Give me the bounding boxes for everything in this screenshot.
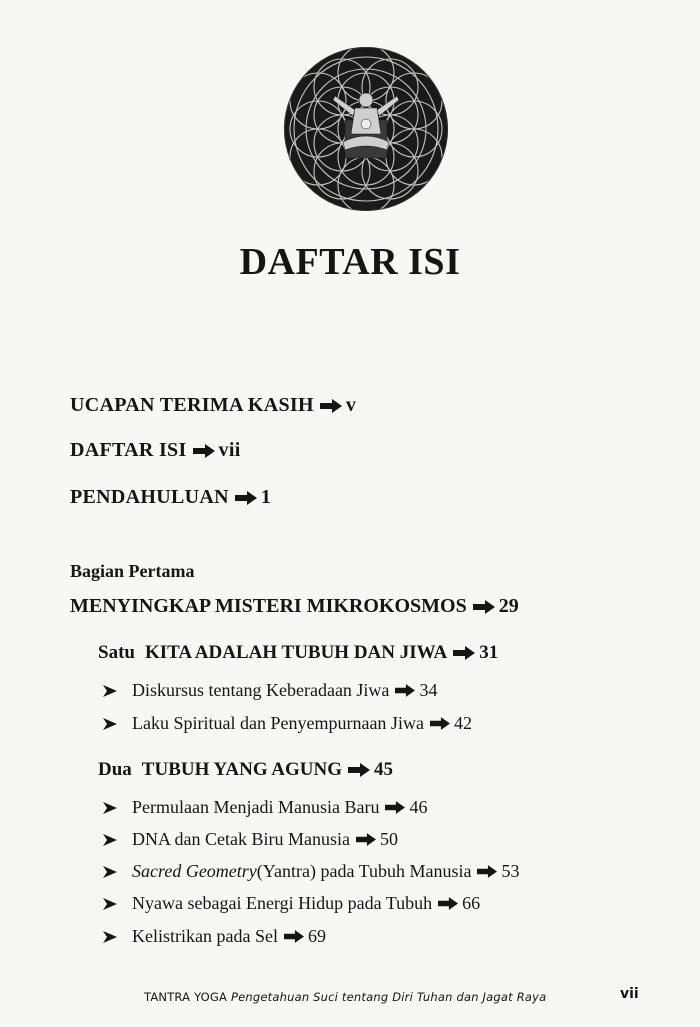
right-arrow-icon bbox=[193, 444, 215, 458]
toc-subentry[interactable] bbox=[102, 797, 427, 818]
arrowhead-bullet-icon bbox=[102, 930, 118, 944]
toc-entry-pendahuluan[interactable] bbox=[70, 486, 271, 509]
chapter-title: TUBUH YANG AGUNG bbox=[141, 759, 343, 780]
right-arrow-icon bbox=[320, 399, 342, 413]
toc-entry-part-title[interactable] bbox=[70, 595, 519, 618]
toc-entry-page: vii bbox=[218, 439, 241, 461]
arrowhead-bullet-icon bbox=[102, 833, 118, 847]
subentry-text: Laku Spiritual dan Penyempurnaan Jiwa bbox=[132, 713, 424, 733]
right-arrow-icon bbox=[385, 801, 405, 814]
right-arrow-icon bbox=[235, 491, 257, 505]
mandala-meditation-emblem bbox=[283, 46, 449, 212]
toc-entry-page: v bbox=[345, 394, 357, 416]
subentry-page: 53 bbox=[501, 861, 520, 881]
toc-entry-label: DAFTAR ISI bbox=[70, 439, 187, 461]
footer-book-title: TANTRA YOGA bbox=[144, 990, 228, 1004]
toc-subentry[interactable] bbox=[102, 893, 480, 914]
subentry-text: (Yantra) pada Tubuh Manusia bbox=[256, 861, 472, 881]
toc-subentry[interactable] bbox=[102, 861, 519, 882]
chapter-page: 45 bbox=[374, 759, 394, 780]
toc-entry-page: 1 bbox=[260, 486, 272, 508]
right-arrow-icon bbox=[438, 897, 458, 910]
subentry-page: 50 bbox=[379, 829, 398, 849]
right-arrow-icon bbox=[395, 684, 415, 697]
part-label: Bagian Pertama bbox=[70, 561, 195, 581]
subentry-text: Nyawa sebagai Energi Hidup pada Tubuh bbox=[132, 893, 433, 913]
right-arrow-icon bbox=[356, 833, 376, 846]
arrowhead-bullet-icon bbox=[102, 717, 118, 731]
toc-chapter-satu[interactable] bbox=[98, 642, 498, 664]
toc-subentry[interactable] bbox=[102, 926, 326, 947]
toc-entry-label: UCAPAN TERIMA KASIH bbox=[70, 394, 314, 416]
subentry-page: 46 bbox=[409, 797, 428, 817]
subentry-text: Diskursus tentang Keberadaan Jiwa bbox=[132, 680, 390, 700]
subentry-text: DNA dan Cetak Biru Manusia bbox=[132, 829, 350, 849]
right-arrow-icon bbox=[473, 600, 495, 614]
subentry-page: 69 bbox=[307, 926, 326, 946]
running-footer bbox=[144, 990, 546, 1004]
toc-entry-label: MENYINGKAP MISTERI MIKROKOSMOS bbox=[70, 595, 467, 617]
chapter-title: KITA ADALAH TUBUH DAN JIWA bbox=[144, 642, 448, 663]
chapter-page: 31 bbox=[479, 642, 499, 663]
toc-entry-daftar-isi[interactable] bbox=[70, 439, 241, 462]
subentry-text: Kelistrikan pada Sel bbox=[132, 926, 278, 946]
right-arrow-icon bbox=[430, 717, 450, 730]
toc-subentry[interactable] bbox=[102, 680, 437, 701]
arrowhead-bullet-icon bbox=[102, 801, 118, 815]
toc-subentry[interactable] bbox=[102, 713, 472, 734]
subentry-text-italic: Sacred Geometry bbox=[132, 861, 257, 881]
subentry-text: Permulaan Menjadi Manusia Baru bbox=[132, 797, 380, 817]
toc-entry-page: 29 bbox=[498, 595, 519, 617]
right-arrow-icon bbox=[477, 865, 497, 878]
right-arrow-icon bbox=[453, 646, 475, 660]
toc-entry-label: PENDAHULUAN bbox=[70, 486, 229, 508]
arrowhead-bullet-icon bbox=[102, 897, 118, 911]
page-number: vii bbox=[620, 986, 639, 1002]
subentry-page: 66 bbox=[462, 893, 481, 913]
page-title: DAFTAR ISI bbox=[239, 241, 461, 283]
subentry-page: 34 bbox=[419, 680, 438, 700]
right-arrow-icon bbox=[348, 763, 370, 777]
footer-subtitle: Pengetahuan Suci tentang Diri Tuhan dan Jagat Raya bbox=[230, 990, 547, 1004]
right-arrow-icon bbox=[284, 930, 304, 943]
chapter-number: Dua bbox=[98, 759, 132, 780]
toc-entry-ucapan-terima-kasih[interactable] bbox=[70, 394, 356, 417]
arrowhead-bullet-icon bbox=[102, 865, 118, 879]
chapter-number: Satu bbox=[98, 642, 135, 663]
toc-chapter-dua[interactable] bbox=[98, 759, 393, 781]
toc-subentry[interactable] bbox=[102, 829, 398, 850]
arrowhead-bullet-icon bbox=[102, 684, 118, 698]
subentry-page: 42 bbox=[453, 713, 472, 733]
